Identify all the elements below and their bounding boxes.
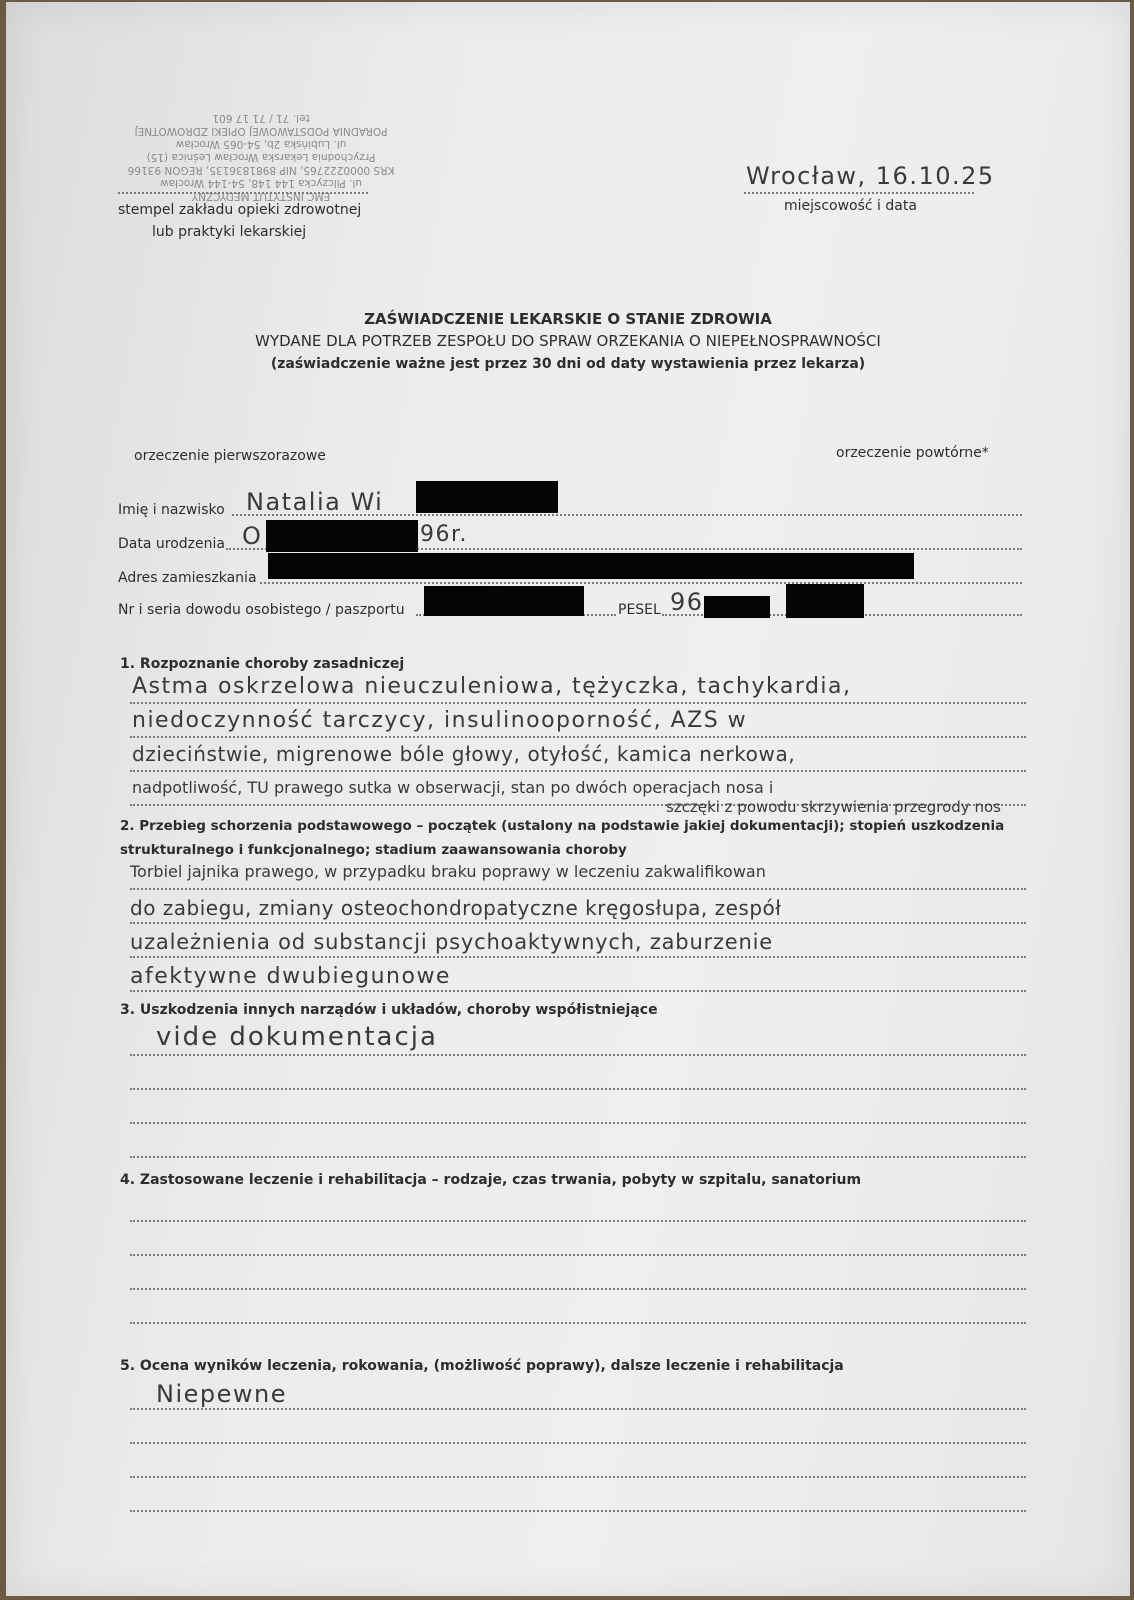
- dotted-line: [130, 1288, 1026, 1290]
- address-label: Adres zamieszkania: [118, 570, 257, 586]
- document-page: [6, 2, 1130, 1596]
- stamp-line: tel. 71 / 71 17 601: [212, 112, 310, 124]
- section1-line: dzieciństwie, migrenowe bóle głowy, otyłość, kamica nerkowa,: [132, 742, 796, 766]
- document-subtitle: WYDANE DLA POTRZEB ZESPOŁU DO SPRAW ORZEKANIA O NIEPEŁNOSPRAWNOŚCI: [255, 332, 881, 350]
- stamp-line: Przychodnia Lekarska Wrocław Leśnica (15): [146, 151, 376, 163]
- section1-heading: 1. Rozpoznanie choroby zasadniczej: [120, 656, 405, 672]
- stamp-line: KRS 0000222765, NIP 8981836135, REGON 93166: [127, 164, 395, 176]
- section2-line: Torbiel jajnika prawego, w przypadku braku poprawy w leczeniu zakwalifikowan: [130, 862, 766, 881]
- name-value: Natalia Wi: [246, 488, 384, 516]
- pesel-label: PESEL: [618, 602, 661, 618]
- redaction-bar: [704, 596, 770, 618]
- dotted-line: [130, 1254, 1026, 1256]
- document-validity-note: (zaświadczenie ważne jest przez 30 dni od daty wystawienia przez lekarza): [270, 356, 866, 372]
- section1-line: Astma oskrzelowa nieuczuleniowa, tężyczka, tachykardia,: [132, 674, 852, 699]
- section3-value: vide dokumentacja: [156, 1022, 438, 1052]
- redaction-bar: [266, 520, 418, 552]
- section2-heading: strukturalnego i funkcjonalnego; stadium zaawansowania choroby: [120, 842, 627, 858]
- dotted-line: [130, 702, 1026, 704]
- dotted-line: [130, 1442, 1026, 1444]
- stamp-line: EMC INSTYTUT MEDYCZNY: [191, 190, 331, 202]
- dotted-line: [130, 1156, 1026, 1158]
- redaction-bar: [416, 481, 558, 513]
- dob-value-start: O: [242, 522, 263, 550]
- section3-heading: 3. Uszkodzenia innych narządów i układów, choroby współistniejące: [120, 1002, 658, 1018]
- pesel-value: 96: [670, 588, 704, 616]
- dotted-line: [130, 1054, 1026, 1056]
- stamp-line: ul. Pilczycka 144 148, 54-144 Wrocław: [160, 177, 362, 189]
- dob-label: Data urodzenia: [118, 536, 225, 552]
- dotted-line: [130, 1510, 1026, 1512]
- redaction-bar: [268, 553, 914, 579]
- stamp-line: PORADNIA PODSTAWOWEJ OPIEKI ZDROWOTNEJ: [134, 125, 388, 137]
- section2-line: do zabiegu, zmiany osteochondropatyczne kręgosłupa, zespół: [130, 896, 782, 920]
- option-first-time: orzeczenie pierwszorazowe: [134, 448, 326, 464]
- section5-value: Niepewne: [156, 1380, 287, 1408]
- dotted-line: [130, 1088, 1026, 1090]
- dotted-line: [130, 770, 1026, 772]
- section2-line: afektywne dwubiegunowe: [130, 964, 451, 989]
- redaction-bar: [786, 584, 864, 618]
- section4-heading: 4. Zastosowane leczenie i rehabilitacja – rodzaje, czas trwania, pobyty w szpitalu, sanatorium: [120, 1172, 862, 1188]
- stamp-dotted-line: [118, 192, 368, 194]
- id-label: Nr i seria dowodu osobistego / paszportu: [118, 602, 405, 618]
- dotted-line: [130, 1122, 1026, 1124]
- address-dotted-line: [260, 582, 1022, 584]
- stamp-caption: lub praktyki lekarskiej: [152, 224, 307, 240]
- section1-line: niedoczynność tarczycy, insulinooporność, AZS w: [132, 708, 748, 733]
- place-date-caption: miejscowość i data: [784, 198, 917, 214]
- dotted-line: [130, 956, 1026, 958]
- clinic-stamp: [106, 102, 416, 202]
- name-label: Imię i nazwisko: [118, 502, 225, 518]
- dotted-line: [130, 990, 1026, 992]
- dotted-line: [130, 1322, 1026, 1324]
- section2-line: uzależnienia od substancji psychoaktywnych, zaburzenie: [130, 930, 773, 954]
- section1-line: nadpotliwość, TU prawego sutka w obserwacji, stan po dwóch operacjach nosa i: [132, 778, 774, 797]
- place-date-dotted-line: [744, 192, 974, 194]
- dotted-line: [130, 1220, 1026, 1222]
- stamp-caption: stempel zakładu opieki zdrowotnej: [118, 202, 362, 218]
- dotted-line: [130, 922, 1026, 924]
- section1-line: szczęki z powodu skrzywienia przegrody nos: [666, 798, 1001, 816]
- document-title: ZAŚWIADCZENIE LEKARSKIE O STANIE ZDROWIA: [364, 310, 772, 328]
- place-date-value: Wrocław, 16.10.25: [746, 162, 995, 190]
- dotted-line: [130, 1476, 1026, 1478]
- dotted-line: [130, 736, 1026, 738]
- stamp-line: ul. Lubińska 2b, 54-065 Wrocław: [175, 138, 347, 150]
- section5-heading: 5. Ocena wyników leczenia, rokowania, (możliwość poprawy), dalsze leczenie i rehabilitacja: [120, 1358, 844, 1374]
- dotted-line: [130, 1408, 1026, 1410]
- dob-value-end: 96r.: [420, 522, 469, 547]
- option-repeat: orzeczenie powtórne*: [836, 445, 989, 461]
- dotted-line: [130, 888, 1026, 890]
- redaction-bar: [424, 586, 584, 616]
- section2-heading: 2. Przebieg schorzenia podstawowego – początek (ustalony na podstawie jakiej dokumentacji); stopień uszkodzenia: [120, 818, 1005, 834]
